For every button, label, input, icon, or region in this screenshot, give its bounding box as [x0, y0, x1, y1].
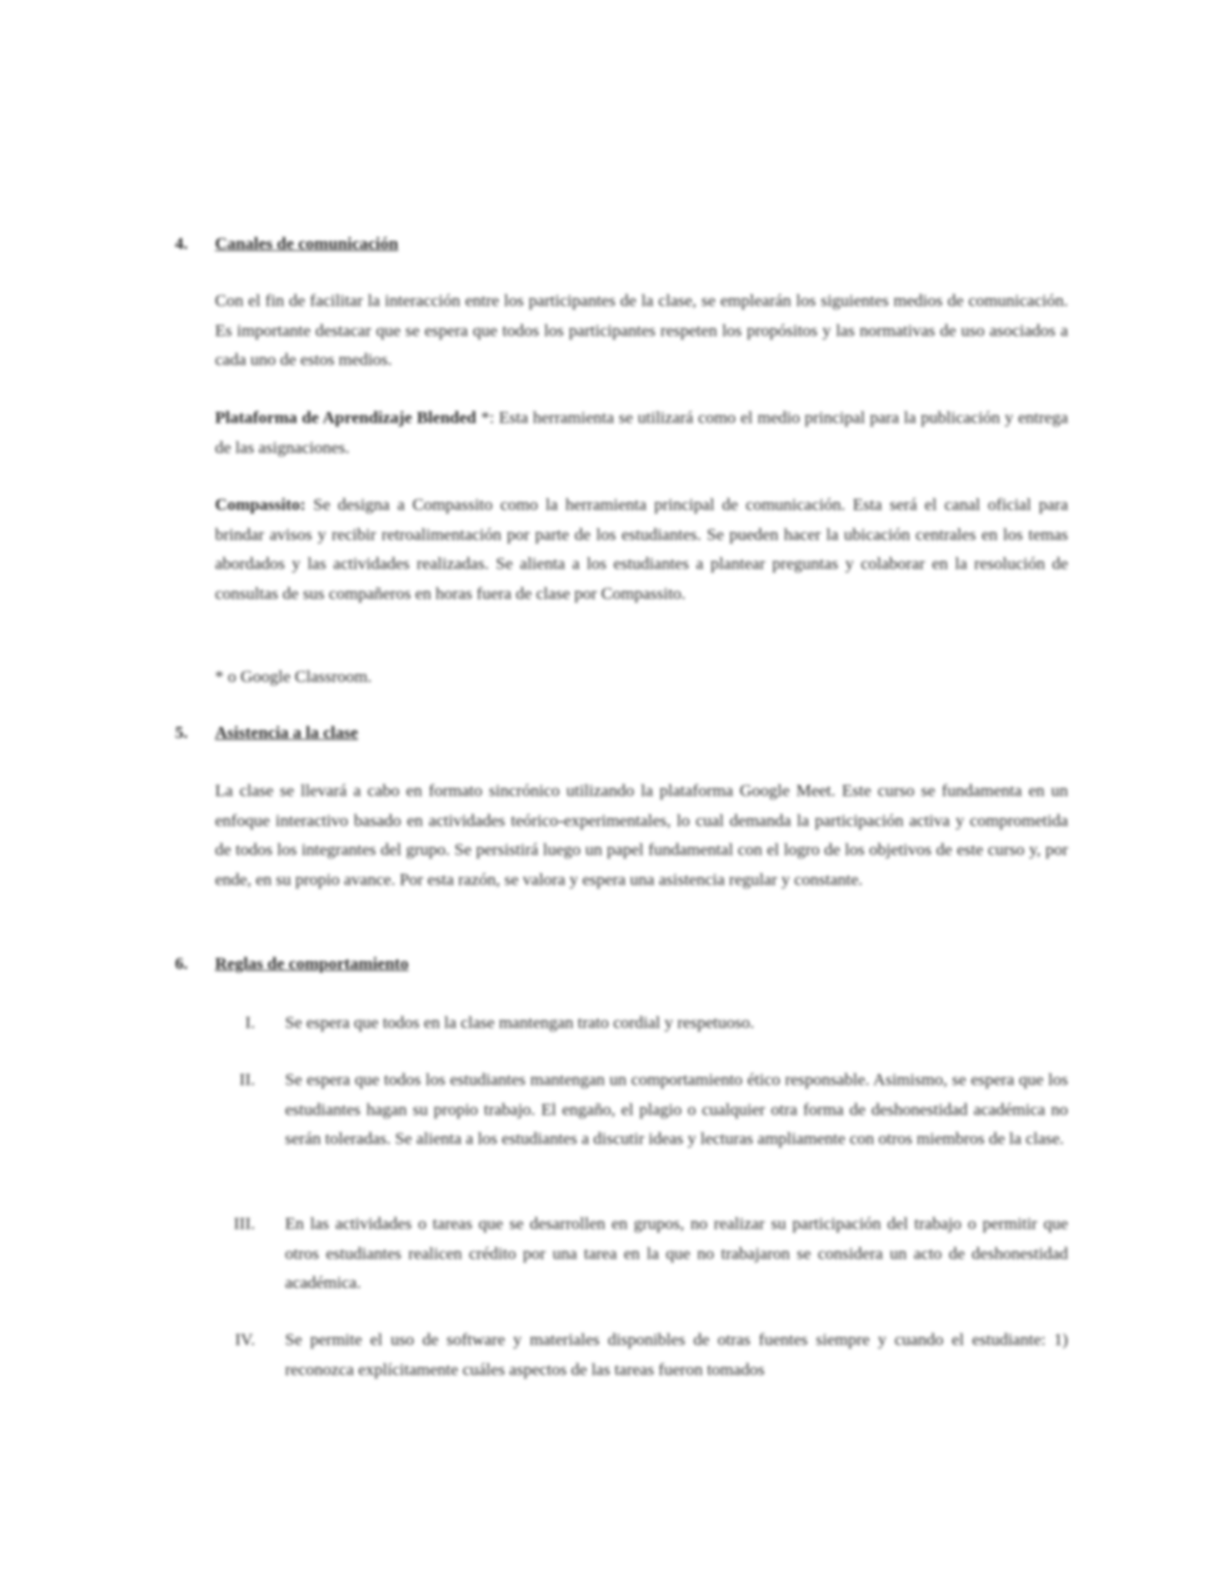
- footnote: * o Google Classroom.: [215, 667, 372, 686]
- section-title: Canales de comunicación: [215, 234, 399, 253]
- rule-text: Se espera que todos los estudiantes mantengan un comportamiento ético responsable. Asimismo, se espera que los estudiantes hagan su propio trabajo. El engaño, el plagio o cualquier otra forma de deshonestidad académica no serán toleradas. Se alienta a los estudiantes a discutir ideas y lecturas ampliamente con otros miembros de la clase.: [285, 1070, 1068, 1148]
- section-number: 6.: [175, 954, 188, 973]
- compass-paragraph: [215, 490, 1068, 608]
- rule-text: Se espera que todos en la clase mantengan trato cordial y respetuoso.: [285, 1013, 755, 1032]
- rule-text: En las actividades o tareas que se desarrollen en grupos, no realizar su participación del trabajo o permitir que otros estudiantes realicen crédito por una tarea en la que no trabajaron se considera un acto de deshonestidad académica.: [285, 1214, 1068, 1292]
- rule-number: III.: [233, 1214, 255, 1233]
- section-number: 4.: [175, 234, 188, 253]
- section-intro-paragraph: Con el fin de facilitar la interacción entre los participantes de la clase, se emplearán los siguientes medios de comunicación. Es importante destacar que se espera que todos los participantes respeten los propósitos y las normativas de uso asociados a cada uno de estos medios.: [215, 291, 1068, 369]
- platform-label: Plataforma de Aprendizaje Blended: [215, 408, 477, 427]
- section-heading: [175, 233, 398, 255]
- attendance-paragraph: La clase se llevará a cabo en formato sincrónico utilizando la plataforma Google Meet. Este curso se fundamenta en un enfoque interactivo basado en actividades teórico-experimentales, lo cual demanda la participación activa y comprometida de todos los integrantes del grupo. Se persistirá luego un papel fundamental con el logro de los objetivos de este curso y, por ende, en su propio avance. Por esta razón, se valora y espera una asistencia regular y constante.: [215, 781, 1068, 889]
- section-heading: [175, 953, 409, 975]
- compass-label: Compassito:: [215, 495, 306, 514]
- section-title: Reglas de comportamiento: [215, 954, 409, 973]
- rule-text: Se permite el uso de software y materiales disponibles de otras fuentes siempre y cuando el estudiante: 1) reconozca explícitamente cuáles aspectos de las tareas fueron tomados: [285, 1330, 1068, 1379]
- section-title: Asistencia a la clase: [215, 723, 359, 742]
- rule-number: IV.: [235, 1330, 255, 1349]
- section-heading: [175, 722, 358, 744]
- platform-paragraph: [215, 403, 1068, 462]
- compass-text: Se designa a Compassito como la herramienta principal de comunicación. Esta será el canal oficial para brindar avisos y recibir retroalimentación por parte de los estudiantes. Se pueden hacer la ubicación centrales en los temas abordados y las actividades realizadas. Se alienta a los estudiantes a plantear preguntas y colaborar en la resolución de consultas de sus compañeros en horas fuera de clase por Compassito.: [215, 495, 1069, 603]
- rule-number: II.: [239, 1070, 255, 1089]
- platform-text: *: Esta herramienta se utilizará como el medio principal para la publicación y entrega de las asignaciones.: [215, 408, 1068, 457]
- section-number: 5.: [175, 723, 188, 742]
- rule-number: I.: [245, 1013, 255, 1032]
